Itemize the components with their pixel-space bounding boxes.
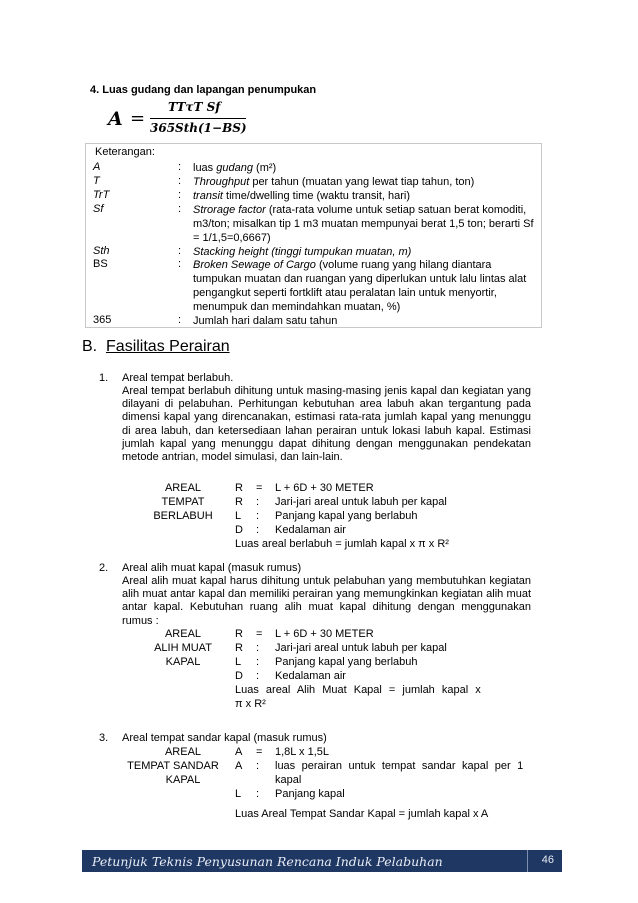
item-number: 3. xyxy=(99,732,109,744)
formula-numerator: TTτT Sf xyxy=(168,100,221,114)
item-title: Areal alih muat kapal (masuk rumus) xyxy=(122,562,302,574)
formula-op: = xyxy=(256,628,263,640)
formula-var: R xyxy=(235,628,243,640)
formula-result: Luas areal Alih Muat Kapal = jumlah kapal x xyxy=(235,684,481,696)
formula-name-line: BERLABUH xyxy=(153,510,213,522)
item-paragraph: Areal tempat berlabuh dihitung untuk masing-masing jenis kapal dan kegiatan yang dilayani di pelabuhan. Perhitungan kebutuhan area labuh akan tergantung pada dimensi kapal yang direncanakan, estimasi rata-rata jumlah kapal yang menunggu di area labuh, dan ketersediaan lahan perairan untuk lokasi labuh kapal. Estimasi jumlah kapal yang menunggu dapat dihitung dengan menggunakan pendekatan metode antrian, model simulasi, dan lain-lain. xyxy=(122,385,531,464)
formula-op: : xyxy=(256,524,260,536)
formula-def: Jari-jari areal untuk labuh per kapal xyxy=(275,496,447,508)
formula-def: Panjang kapal xyxy=(275,788,345,800)
formula-name-line: TEMPAT SANDAR xyxy=(127,760,219,772)
formula-op: = xyxy=(256,482,263,494)
legend-desc: Strorage factor (rata-rata volume untuk setiap satuan berat komoditi, m3/ton; misalkan tip 1 m3 muatan mempunyai berat 1,5 ton; berarti Sf = 1/1,5=0,6667) xyxy=(193,204,534,244)
formula-var: A xyxy=(235,760,243,772)
formula-op: : xyxy=(256,496,260,508)
formula-lhs: A xyxy=(108,108,123,130)
legend-colon: : xyxy=(178,203,182,215)
legend-colon: : xyxy=(178,258,182,270)
legend-label: BS xyxy=(93,258,108,270)
formula-def: L + 6D + 30 METER xyxy=(275,482,374,494)
footer-title: Petunjuk Teknis Penyusunan Rencana Induk Pelabuhan xyxy=(92,854,443,869)
formula-var: R xyxy=(235,496,243,508)
legend-desc: Throughput per tahun (muatan yang lewat tiap tahun, ton) xyxy=(193,176,475,188)
page-number: 46 xyxy=(541,854,554,866)
item-number: 2. xyxy=(99,562,109,574)
formula-result: Luas areal berlabuh = jumlah kapal x π x R² xyxy=(235,538,449,550)
legend-colon: : xyxy=(178,189,182,201)
item-number: 1. xyxy=(99,372,109,384)
formula-block xyxy=(0,628,638,712)
page-footer xyxy=(82,850,562,872)
formula-def: Jari-jari areal untuk labuh per kapal xyxy=(275,642,447,654)
formula-var: L xyxy=(235,656,242,668)
formula-def: kapal xyxy=(275,774,302,786)
formula-def: L + 6D + 30 METER xyxy=(275,628,374,640)
legend-label: 365 xyxy=(93,314,112,326)
formula-var: D xyxy=(235,524,243,536)
formula-var: L xyxy=(235,788,242,800)
legend-desc: Stacking height (tinggi tumpukan muatan, m) xyxy=(193,246,412,258)
formula-op: : xyxy=(256,760,260,772)
formula-var: R xyxy=(235,642,243,654)
area-formula xyxy=(108,100,258,140)
formula-def: Panjang kapal yang berlabuh xyxy=(275,656,418,668)
formula-name-line: KAPAL xyxy=(165,656,201,668)
formula-name-line: AREAL xyxy=(164,628,202,640)
formula-block xyxy=(0,482,638,552)
formula-denominator: 365Sth(1−BS) xyxy=(150,121,247,135)
legend-colon: : xyxy=(178,175,182,187)
section-heading: B. Fasilitas Perairan xyxy=(82,338,230,355)
formula-op: : xyxy=(256,788,260,800)
legend-desc: Jumlah hari dalam satu tahun xyxy=(193,315,338,327)
legend-colon: : xyxy=(178,314,182,326)
formula-name-line: AREAL xyxy=(164,482,202,494)
subsection-heading: 4. Luas gudang dan lapangan penumpukan xyxy=(90,84,317,96)
formula-op: : xyxy=(256,656,260,668)
formula-op: : xyxy=(256,670,260,682)
formula-def: Kedalaman air xyxy=(275,524,346,536)
formula-var: R xyxy=(235,482,243,494)
formula-name-line: KAPAL xyxy=(165,774,201,786)
footer-divider xyxy=(527,850,528,872)
formula-equals: = xyxy=(130,108,146,129)
legend-desc: Broken Sewage of Cargo (volume ruang yang hilang diantara tumpukan muatan dan ruangan yang diperlukan untuk lalu lintas alat pengangkut seperti fortklift atau peralatan lain untuk menyortir, menumpuk dan memindahkan muatan, %) xyxy=(193,259,527,313)
formula-var: A xyxy=(235,746,243,758)
formula-op: = xyxy=(256,746,263,758)
item-title: Areal tempat berlabuh. xyxy=(122,372,234,384)
legend-desc: transit time/dwelling time (waktu transit, hari) xyxy=(193,190,411,202)
legend-title: Keterangan: xyxy=(95,146,155,158)
legend-desc: luas gudang (m²) xyxy=(193,162,277,174)
legend-label: A xyxy=(93,161,101,173)
formula-op: : xyxy=(256,642,260,654)
formula-name-line: AREAL xyxy=(164,746,202,758)
formula-name-line: ALIH MUAT xyxy=(154,642,212,654)
formula-def: 1,8L x 1,5L xyxy=(275,746,330,758)
item-title: Areal tempat sandar kapal (masuk rumus) xyxy=(122,732,327,744)
formula-op: : xyxy=(256,510,260,522)
formula-result: π x R² xyxy=(235,698,266,710)
formula-var: D xyxy=(235,670,243,682)
formula-def: luas perairan untuk tempat sandar kapal per 1 xyxy=(275,760,524,772)
formula-var: L xyxy=(235,510,242,522)
legend-label: T xyxy=(93,175,100,187)
item-paragraph: Areal alih muat kapal harus dihitung untuk pelabuhan yang membutuhkan kegiatan alih muat antar kapal dan memiliki perairan yang memungkinkan kegiatan alih muat antar kapal. Kebutuhan ruang alih muat kapal dihitung dengan menggunakan rumus : xyxy=(122,575,531,627)
fraction-bar xyxy=(150,118,246,119)
legend-label: Sf xyxy=(93,203,104,215)
formula-name-line: TEMPAT xyxy=(161,496,205,508)
legend-label: TrT xyxy=(93,189,110,201)
legend-label: Sth xyxy=(93,245,110,257)
formula-result: Luas Areal Tempat Sandar Kapal = jumlah kapal x A xyxy=(235,808,489,820)
legend-colon: : xyxy=(178,161,182,173)
formula-def: Panjang kapal yang berlabuh xyxy=(275,510,418,522)
legend-colon: : xyxy=(178,245,182,257)
formula-def: Kedalaman air xyxy=(275,670,346,682)
